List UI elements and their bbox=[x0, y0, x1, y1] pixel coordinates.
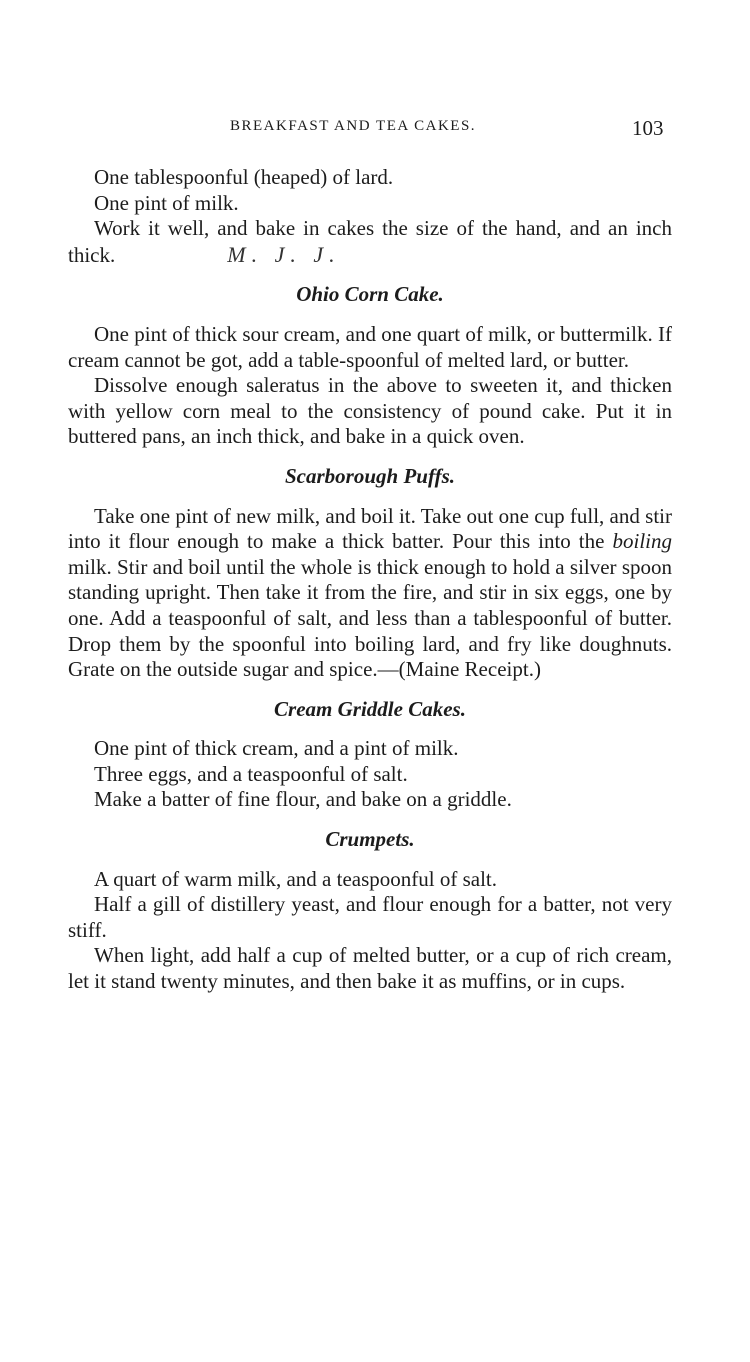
recipe-title: Crumpets. bbox=[325, 827, 415, 852]
emphasis-word: boiling bbox=[612, 529, 672, 554]
recipe-title: Cream Griddle Cakes. bbox=[274, 696, 466, 721]
recipe-paragraph bbox=[68, 504, 672, 683]
intro-line bbox=[68, 216, 672, 268]
running-head: BREAKFAST AND TEA CAKES. bbox=[230, 118, 477, 134]
recipe-text: Take one pint of new milk, and boil it. Take out one cup full, and stir into it flour enough to make a thick batter. Pour this into the bbox=[68, 503, 672, 554]
intro-line: One tablespoonful (heaped) of lard. bbox=[94, 165, 394, 189]
recipe-text: milk. Stir and boil until the whole is thick enough to hold a silver spoon standing upright. Then take it from the fire, and stir in six eggs, one by one. Add a teaspoonful of salt, and less than a tablespoonful of butter. Drop them by the spoonful into boiling lard, and fry like doughnuts. Grate on the outside sugar and spice.—(Maine Receipt.) bbox=[68, 554, 672, 682]
intro-line-text: Work it well, and bake in cakes the size of the hand, and an inch thick. bbox=[68, 216, 672, 267]
recipe-paragraph: Half a gill of distillery yeast, and flour enough for a batter, not very stiff. bbox=[68, 892, 672, 942]
page-body bbox=[68, 165, 672, 995]
recipe-paragraph: When light, add half a cup of melted butter, or a cup of rich cream, let it stand twenty minutes, and then bake it as muffins, or in cups. bbox=[68, 943, 672, 994]
recipe-paragraph: Dissolve enough saleratus in the above to sweeten it, and thicken with yellow corn meal to the consistency of pound cake. Put it in buttered pans, an inch thick, and bake in a quick oven. bbox=[68, 373, 672, 449]
handwritten-signature: M. J. J. bbox=[227, 241, 341, 267]
recipe-paragraph: One pint of thick sour cream, and one quart of milk, or buttermilk. If cream cannot be got, add a table-spoonful of melted lard, or butter. bbox=[68, 321, 672, 372]
recipe-paragraph: A quart of warm milk, and a teaspoonful of salt. bbox=[94, 866, 497, 891]
page-number: 103 bbox=[632, 116, 664, 140]
intro-line: One pint of milk. bbox=[94, 190, 239, 215]
recipe-title: Ohio Corn Cake. bbox=[296, 282, 444, 307]
recipe-paragraph: Three eggs, and a teaspoonful of salt. bbox=[94, 761, 408, 786]
recipe-title: Scarborough Puffs. bbox=[285, 463, 455, 488]
recipe-paragraph: One pint of thick cream, and a pint of milk. bbox=[94, 736, 459, 761]
recipe-paragraph: Make a batter of fine flour, and bake on a griddle. bbox=[94, 787, 512, 812]
